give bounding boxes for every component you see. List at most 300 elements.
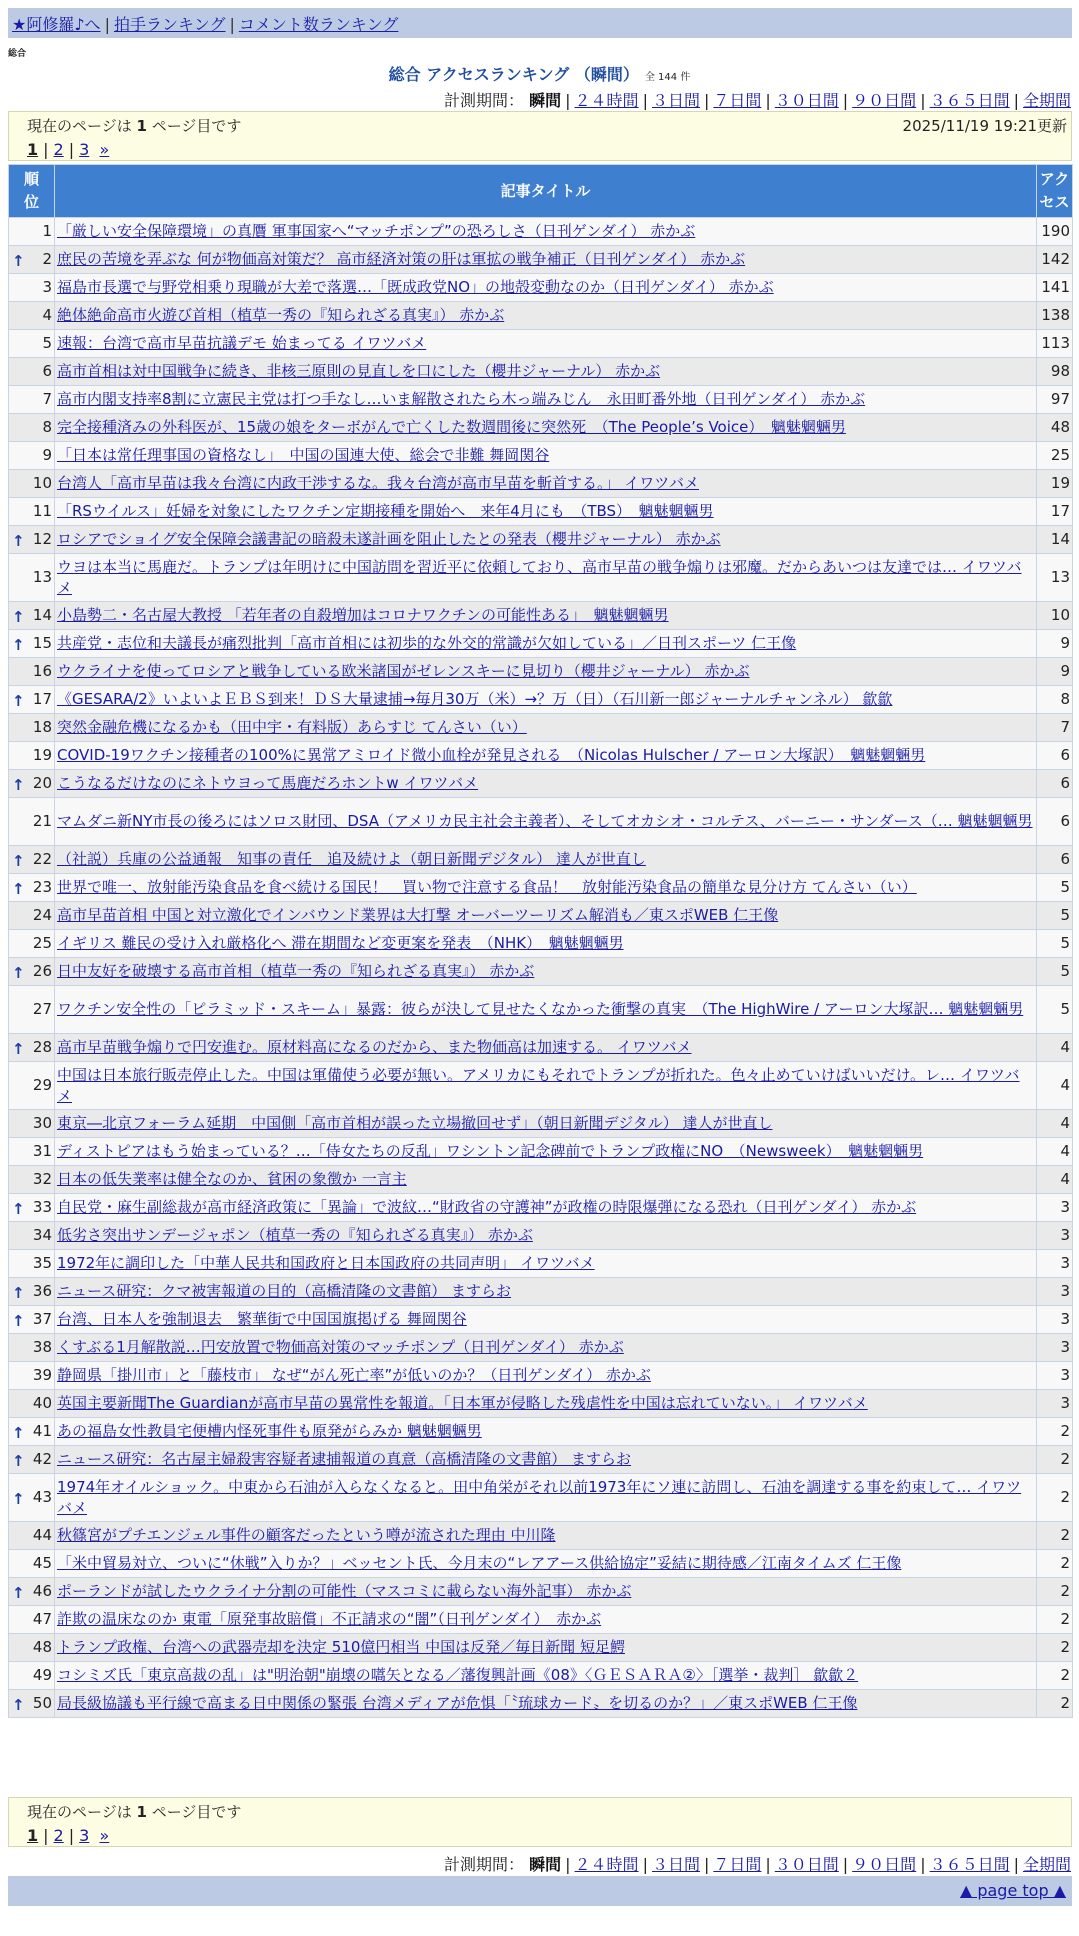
article-link[interactable]: 高市早苗首相 中国と対立激化でインバウンド業界は大打撃 オーバーツーリズム解消も／東スポWEB 仁王像 <box>57 906 779 924</box>
rank-number: 11 <box>32 502 52 520</box>
rank-number: 39 <box>32 1366 52 1384</box>
period-30d[interactable]: ３０日間 <box>774 91 839 110</box>
rank-number: 28 <box>32 1038 52 1056</box>
article-link[interactable]: ポーランドが試したウクライナ分割の可能性（マスコミに載らない海外記事） 赤かぶ <box>57 1582 632 1600</box>
period-90d[interactable]: ９０日間 <box>852 91 917 110</box>
table-row <box>9 1034 1073 1062</box>
title-cell <box>55 630 1037 658</box>
access-count: 9 <box>1037 630 1073 658</box>
rank-cell <box>9 470 55 498</box>
article-link[interactable]: 《GESARA/2》いよいよＥＢＳ到来！ＤＳ大量逮捕→毎月30万（米）→？万（日）（石川新一郎ジャーナルチャンネル） 歙歙 <box>57 690 893 708</box>
rank-cell <box>9 742 55 770</box>
period-24h[interactable]: ２４時間 <box>574 91 639 110</box>
rank-cell <box>9 414 55 442</box>
title-cell <box>55 602 1037 630</box>
rank-cell <box>9 554 55 602</box>
article-link[interactable]: 静岡県「掛川市」と「藤枝市」 なぜ“がん死亡率”が低いのか？（日刊ゲンダイ） 赤かぶ <box>57 1366 651 1384</box>
access-count: 4 <box>1037 1034 1073 1062</box>
rank-cell <box>9 1446 55 1474</box>
period-7d-bottom[interactable]: ７日間 <box>713 1855 762 1874</box>
rank-cell <box>9 442 55 470</box>
rank-cell <box>9 1418 55 1446</box>
article-link[interactable]: 「日本は常任理事国の資格なし」 中国の国連大使、総会で非難 舞岡関谷 <box>57 446 550 464</box>
up-arrow-icon: ↑ <box>12 1695 25 1714</box>
title-cell <box>55 1634 1037 1662</box>
article-link[interactable]: あの福島女性教員宅便槽内怪死事件も原発がらみか 魑魅魍魎男 <box>57 1422 482 1440</box>
title-cell <box>55 1222 1037 1250</box>
rank-cell <box>9 274 55 302</box>
rank-number: 14 <box>32 606 52 624</box>
access-count: 13 <box>1037 554 1073 602</box>
title-cell <box>55 498 1037 526</box>
rank-cell <box>9 1522 55 1550</box>
rank-number: 12 <box>32 530 52 548</box>
rank-cell <box>9 246 55 274</box>
title-cell <box>55 274 1037 302</box>
article-link[interactable]: 1974年オイルショック。中東から石油が入らなくなると。田中角栄がそれ以前1973年にソ連に訪問し、石油を調達する事を約束して… イワツバメ <box>57 1477 1022 1517</box>
article-link[interactable]: ワクチン安全性の「ピラミッド・スキーム」暴露：彼らが決して見せたくなかった衝撃の真実 （The HighWire / アーロン大塚訳… 魑魅魍魎男 <box>57 1000 1024 1018</box>
article-link[interactable]: 小島勢二・名古屋大教授 「若年者の自殺増加はコロナワクチンの可能性ある」 魑魅魍魎男 <box>57 606 669 624</box>
access-count: 2 <box>1037 1418 1073 1446</box>
table-row <box>9 602 1073 630</box>
rank-cell <box>9 846 55 874</box>
table-row <box>9 1362 1073 1390</box>
access-count: 8 <box>1037 686 1073 714</box>
access-count: 48 <box>1037 414 1073 442</box>
title-cell <box>55 442 1037 470</box>
article-link[interactable]: 日中友好を破壊する高市首相（植草一秀の『知られざる真実』） 赤かぶ <box>57 962 535 980</box>
title-cell <box>55 1250 1037 1278</box>
title-cell <box>55 218 1037 246</box>
table-row <box>9 958 1073 986</box>
clap-ranking-link[interactable]: 拍手ランキング <box>113 15 226 34</box>
title-cell <box>55 1062 1037 1110</box>
access-count: 10 <box>1037 602 1073 630</box>
article-link[interactable]: 高市首相は対中国戦争に続き、非核三原則の見直しを口にした（櫻井ジャーナル） 赤かぶ <box>57 362 661 380</box>
table-row <box>9 1166 1073 1194</box>
rank-cell <box>9 986 55 1034</box>
rank-number: 26 <box>32 962 52 980</box>
article-link[interactable]: 世界で唯一、放射能汚染食品を食べ続ける国民！ 買い物で注意する食品！ 放射能汚染食品の簡単な見分け方 てんさい（い） <box>57 878 917 896</box>
table-row <box>9 1110 1073 1138</box>
table-row <box>9 1194 1073 1222</box>
rank-number: 47 <box>32 1610 52 1628</box>
rank-number: 31 <box>32 1142 52 1160</box>
article-link[interactable]: 局長級協議も平行線で高まる日中関係の緊張 台湾メディアが危惧「〝琉球カード〟を切るのか？」／東スポWEB 仁王像 <box>57 1694 858 1712</box>
table-row <box>9 770 1073 798</box>
article-link[interactable]: ウクライナを使ってロシアと戦争している欧米諸国がゼレンスキーに見切り（櫻井ジャーナル） 赤かぶ <box>57 662 750 680</box>
up-arrow-icon: ↑ <box>12 775 25 794</box>
rank-number: 25 <box>32 934 52 952</box>
title-cell <box>55 1334 1037 1362</box>
rank-number: 30 <box>32 1114 52 1132</box>
rank-number: 4 <box>42 306 52 324</box>
up-arrow-icon: ↑ <box>12 1311 25 1330</box>
access-count: 2 <box>1037 1446 1073 1474</box>
rank-number: 2 <box>42 250 52 268</box>
table-row <box>9 1474 1073 1522</box>
page-top-link[interactable]: ▲ page top ▲ <box>959 1881 1066 1900</box>
pagination: 1 | 2 | 3 » <box>27 140 110 159</box>
table-row <box>9 1306 1073 1334</box>
title-cell <box>55 1034 1037 1062</box>
title-cell <box>55 1138 1037 1166</box>
article-link[interactable]: 台湾人「高市早苗は我々台湾に内政干渉するな。我々台湾が高市早苗を斬首する。」 イワツバメ <box>57 474 699 492</box>
title-cell <box>55 874 1037 902</box>
access-count: 98 <box>1037 358 1073 386</box>
rank-number: 45 <box>32 1554 52 1572</box>
rank-number: 23 <box>32 878 52 896</box>
up-arrow-icon: ↑ <box>12 635 25 654</box>
rank-cell <box>9 498 55 526</box>
rank-number: 18 <box>32 718 52 736</box>
article-link[interactable]: ニュース研究：名古屋主婦殺害容疑者逮捕報道の真意（高橋清隆の文書館） ますらお <box>57 1450 632 1468</box>
next-page-link-bottom[interactable]: » <box>99 1826 110 1845</box>
page-2-link[interactable]: 2 <box>53 140 64 159</box>
table-row <box>9 554 1073 602</box>
access-count: 5 <box>1037 986 1073 1034</box>
title-cell <box>55 1390 1037 1418</box>
rank-number: 41 <box>32 1422 52 1440</box>
rank-cell <box>9 386 55 414</box>
period-current-bottom: 瞬間 <box>529 1855 562 1874</box>
title-cell <box>55 1446 1037 1474</box>
title-cell <box>55 1474 1037 1522</box>
title-cell <box>55 1362 1037 1390</box>
rank-number: 21 <box>32 812 52 830</box>
up-arrow-icon: ↑ <box>12 1199 25 1218</box>
title-cell <box>55 526 1037 554</box>
table-row <box>9 358 1073 386</box>
table-row <box>9 1634 1073 1662</box>
table-row <box>9 470 1073 498</box>
table-row <box>9 302 1073 330</box>
access-count: 3 <box>1037 1306 1073 1334</box>
rank-cell <box>9 1474 55 1522</box>
rank-cell <box>9 686 55 714</box>
table-row <box>9 1334 1073 1362</box>
article-link[interactable]: 速報：台湾で高市早苗抗議デモ 始まってる イワツバメ <box>57 334 427 352</box>
rank-cell <box>9 1062 55 1110</box>
rank-cell <box>9 1222 55 1250</box>
rank-number: 33 <box>32 1198 52 1216</box>
access-count: 2 <box>1037 1522 1073 1550</box>
table-row <box>9 498 1073 526</box>
rank-cell <box>9 1138 55 1166</box>
access-count: 2 <box>1037 1606 1073 1634</box>
up-arrow-icon: ↑ <box>12 1583 25 1602</box>
access-count: 141 <box>1037 274 1073 302</box>
article-link[interactable]: （社説）兵庫の公益通報 知事の責任 追及続けよ（朝日新聞デジタル） 達人が世直し <box>57 850 646 868</box>
rank-cell <box>9 1606 55 1634</box>
access-count: 7 <box>1037 714 1073 742</box>
up-arrow-icon: ↑ <box>12 1489 25 1508</box>
article-link[interactable]: 中国は日本旅行販売停止した。中国は軍備使う必要が無い。アメリカにもそれでトランプが折れた。色々止めていけばいいだけ。レ… イワツバメ <box>57 1065 1020 1105</box>
rank-number: 43 <box>32 1488 52 1506</box>
article-link[interactable]: 台湾、日本人を強制退去 繁華街で中国国旗掲げる 舞岡関谷 <box>57 1310 467 1328</box>
title-cell <box>55 798 1037 846</box>
rank-cell <box>9 1578 55 1606</box>
up-arrow-icon: ↑ <box>12 1283 25 1302</box>
next-page-link[interactable]: » <box>99 140 110 159</box>
access-count: 4 <box>1037 1166 1073 1194</box>
rank-cell <box>9 302 55 330</box>
access-count: 3 <box>1037 1278 1073 1306</box>
table-row <box>9 1062 1073 1110</box>
access-count: 190 <box>1037 218 1073 246</box>
access-count: 3 <box>1037 1334 1073 1362</box>
title-cell <box>55 470 1037 498</box>
access-count: 3 <box>1037 1362 1073 1390</box>
up-arrow-icon: ↑ <box>12 251 25 270</box>
rank-cell <box>9 958 55 986</box>
rank-cell <box>9 1034 55 1062</box>
rank-cell <box>9 330 55 358</box>
rank-number: 42 <box>32 1450 52 1468</box>
rank-number: 7 <box>42 390 52 408</box>
ranking-table <box>8 164 1073 1718</box>
access-count: 4 <box>1037 1138 1073 1166</box>
rank-cell <box>9 1550 55 1578</box>
ranking-rows <box>9 218 1073 1718</box>
rank-cell <box>9 1250 55 1278</box>
article-link[interactable]: 東京―北京フォーラム延期 中国側「高市首相が誤った立場撤回せず」（朝日新聞デジタル） 達人が世直し <box>57 1114 773 1132</box>
title-cell <box>55 714 1037 742</box>
table-row <box>9 1550 1073 1578</box>
access-count: 2 <box>1037 1662 1073 1690</box>
page-current-bottom: 1 <box>27 1826 39 1845</box>
rank-cell <box>9 770 55 798</box>
page-info-bottom <box>8 1797 1072 1847</box>
rank-number: 13 <box>32 568 52 586</box>
up-arrow-icon: ↑ <box>12 607 25 626</box>
article-link[interactable]: コシミズ氏「東京高裁の乱」は"明治朝"崩壊の嚆矢となる／藩復興計画《08》〈ＧＥＳＡＲＡ②〉［選挙・裁判］ 歙歙２ <box>57 1666 859 1684</box>
period-3d[interactable]: ３日間 <box>651 91 700 110</box>
up-arrow-icon: ↑ <box>12 1423 25 1442</box>
title-cell <box>55 330 1037 358</box>
period-30d-bottom[interactable]: ３０日間 <box>774 1855 839 1874</box>
page-2-link-bottom[interactable]: 2 <box>53 1826 64 1845</box>
access-count: 2 <box>1037 1550 1073 1578</box>
page-info-top <box>8 111 1072 161</box>
rank-cell <box>9 1690 55 1718</box>
table-row <box>9 714 1073 742</box>
period-365d-bottom[interactable]: ３６５日間 <box>929 1855 1010 1874</box>
up-arrow-icon: ↑ <box>12 851 25 870</box>
rank-number: 6 <box>42 362 52 380</box>
article-link[interactable]: イギリス 難民の受け入れ厳格化へ 滞在期間など変更案を発表 （NHK） 魑魅魍魎男 <box>57 934 624 952</box>
rank-cell <box>9 630 55 658</box>
current-page-text: 現在のページは 1 ページ目です <box>27 117 242 135</box>
article-link[interactable]: ウヨは本当に馬鹿だ。トランプは年明けに中国訪問を習近平に依頼しており、高市早苗の戦争煽りは邪魔。だからあいつは友達では… イワツバメ <box>57 557 1022 597</box>
title-cell <box>55 246 1037 274</box>
header-title: 記事タイトル <box>55 165 1037 218</box>
period-selector-bottom: 計測期間： 瞬間 | ２４時間 | ３日間 | ７日間 | ３０日間 | ９０日間 | ３６５日間 | 全期間 <box>444 1855 1071 1874</box>
header-access: アクセス <box>1037 165 1073 218</box>
access-count: 2 <box>1037 1474 1073 1522</box>
article-link[interactable]: 英国主要新聞The Guardianが高市早苗の異常性を報道。「日本軍が侵略した残虐性を中国は忘れていない。」 イワツバメ <box>57 1394 868 1412</box>
article-link[interactable]: 高市内閣支持率8割に立憲民主党は打つ手なし…いま解散されたら木っ端みじん 永田町番外地（日刊ゲンダイ） 赤かぶ <box>57 390 866 408</box>
article-link[interactable]: 福島市長選で与野党相乗り現職が大差で落選…「既成政党NO」の地殻変動なのか（日刊ゲンダイ） 赤かぶ <box>57 278 774 296</box>
title-cell <box>55 1522 1037 1550</box>
page-current: 1 <box>27 140 39 159</box>
page-3-link[interactable]: 3 <box>79 140 90 159</box>
table-row <box>9 1606 1073 1634</box>
rank-number: 1 <box>42 222 52 240</box>
access-count: 4 <box>1037 1062 1073 1110</box>
article-link[interactable]: 「米中貿易対立、ついに“休戦”入りか？」ベッセント氏、今月末の“レアアース供給協定”妥結に期待感／江南タイムズ 仁王像 <box>57 1554 902 1572</box>
article-link[interactable]: くすぶる1月解散説…円安放置で物価高対策のマッチポンプ（日刊ゲンダイ） 赤かぶ <box>57 1338 624 1356</box>
access-count: 3 <box>1037 1250 1073 1278</box>
rank-cell <box>9 798 55 846</box>
article-link[interactable]: 日本の低失業率は健全なのか、貧困の象徴か 一言主 <box>57 1170 407 1188</box>
article-link[interactable]: マムダニ新NY市長の後ろにはソロス財団、DSA（アメリカ民主社会主義者）、そしてオカシオ・コルテス、バーニー・サンダース（… 魑魅魍魎男 <box>57 812 1033 830</box>
table-row <box>9 742 1073 770</box>
rank-number: 35 <box>32 1254 52 1272</box>
table-row <box>9 686 1073 714</box>
article-link[interactable]: 「RSウイルス」妊婦を対象にしたワクチン定期接種を開始へ 来年4月にも （TBS） 魑魅魍魎男 <box>57 502 714 520</box>
period-selector-top: 計測期間： 瞬間 | ２４時間 | ３日間 | ７日間 | ３０日間 | ９０日間 | ３６５日間 | 全期間 <box>444 91 1071 110</box>
title-cell <box>55 902 1037 930</box>
rank-number: 50 <box>32 1694 52 1712</box>
rank-cell <box>9 1194 55 1222</box>
title-cell <box>55 302 1037 330</box>
title-cell <box>55 386 1037 414</box>
rank-cell <box>9 602 55 630</box>
rank-number: 10 <box>32 474 52 492</box>
up-arrow-icon: ↑ <box>12 1451 25 1470</box>
rank-number: 9 <box>42 446 52 464</box>
table-row <box>9 1446 1073 1474</box>
current-page-text-bottom: 現在のページは 1 ページ目です <box>27 1803 242 1821</box>
top-nav-bar: ★阿修羅♪へ | 拍手ランキング | コメント数ランキング <box>8 8 1072 38</box>
article-link[interactable]: 庶民の苦境を弄ぶな 何が物価高対策だ？ 高市経済対策の肝は軍拡の戦争補正（日刊ゲンダイ） 赤かぶ <box>57 250 746 268</box>
article-link[interactable]: 突然金融危機になるかも（田中宇・有料版）あらすじ てんさい（い） <box>57 718 527 736</box>
period-3d-bottom[interactable]: ３日間 <box>651 1855 700 1874</box>
up-arrow-icon: ↑ <box>12 691 25 710</box>
article-link[interactable]: 秋篠宮がプチエンジェル事件の顧客だったという噂が流された理由 中川隆 <box>57 1526 556 1544</box>
table-row <box>9 1662 1073 1690</box>
access-count: 6 <box>1037 798 1073 846</box>
period-90d-bottom[interactable]: ９０日間 <box>852 1855 917 1874</box>
rank-number: 27 <box>32 1000 52 1018</box>
access-count: 142 <box>1037 246 1073 274</box>
comment-ranking-link[interactable]: コメント数ランキング <box>238 15 399 34</box>
article-link[interactable]: ディストピアはもう始まっている？…「侍女たちの反乱」ワシントン記念碑前でトランプ政権にNO （Newsweek） 魑魅魍魎男 <box>57 1142 924 1160</box>
updated-time: 2025/11/19 19:21更新 <box>902 117 1067 135</box>
title-cell <box>55 986 1037 1034</box>
article-link[interactable]: 高市早苗戦争煽りで円安進む。原材料高になるのだから、また物価高は加速する。 イワツバメ <box>57 1038 692 1056</box>
rank-number: 3 <box>42 278 52 296</box>
title-cell <box>55 358 1037 386</box>
rank-number: 19 <box>32 746 52 764</box>
table-row <box>9 218 1073 246</box>
title-cell <box>55 1690 1037 1718</box>
rank-number: 37 <box>32 1310 52 1328</box>
section-label: 総合 <box>8 49 27 59</box>
access-count: 2 <box>1037 1690 1073 1718</box>
rank-cell <box>9 1634 55 1662</box>
page-3-link-bottom[interactable]: 3 <box>79 1826 90 1845</box>
article-link[interactable]: 共産党・志位和夫議長が痛烈批判「高市首相には初歩的な外交的常識が欠如している」／日刊スポーツ 仁王像 <box>57 634 797 652</box>
rank-cell <box>9 1110 55 1138</box>
rank-number: 46 <box>32 1582 52 1600</box>
article-link[interactable]: こうなるだけなのにネトウヨって馬鹿だろホントw イワツバメ <box>57 774 479 792</box>
article-link[interactable]: 完全接種済みの外科医が、15歳の娘をターボがんで亡くした数週間後に突然死 （The People’s Voice） 魑魅魍魎男 <box>57 418 846 436</box>
table-row <box>9 1138 1073 1166</box>
period-24h-bottom[interactable]: ２４時間 <box>574 1855 639 1874</box>
rank-cell <box>9 1390 55 1418</box>
table-row <box>9 1278 1073 1306</box>
article-link[interactable]: 自民党・麻生副総裁が高市経済政策に「異論」で波紋…“財政省の守護神”が政権の時限爆弾になる恐れ（日刊ゲンダイ） 赤かぶ <box>57 1198 917 1216</box>
rank-number: 20 <box>32 774 52 792</box>
table-row <box>9 986 1073 1034</box>
title-cell <box>55 1606 1037 1634</box>
access-count: 14 <box>1037 526 1073 554</box>
rank-cell <box>9 930 55 958</box>
rank-number: 38 <box>32 1338 52 1356</box>
period-365d[interactable]: ３６５日間 <box>929 91 1010 110</box>
page-title <box>0 62 1079 85</box>
rank-cell <box>9 218 55 246</box>
up-arrow-icon: ↑ <box>12 963 25 982</box>
table-row <box>9 1578 1073 1606</box>
rank-number: 36 <box>32 1282 52 1300</box>
access-count: 4 <box>1037 1110 1073 1138</box>
article-link[interactable]: 絶体絶命高市火遊び首相（植草一秀の『知られざる真実』） 赤かぶ <box>57 306 505 324</box>
article-link[interactable]: 「厳しい安全保障環境」の真贋 軍事国家へ“マッチポンプ”の恐ろしさ（日刊ゲンダイ） 赤かぶ <box>57 222 696 240</box>
rank-number: 34 <box>32 1226 52 1244</box>
title-cell <box>55 742 1037 770</box>
title-cell <box>55 686 1037 714</box>
access-count: 5 <box>1037 902 1073 930</box>
title-cell <box>55 1110 1037 1138</box>
article-link[interactable]: COVID-19ワクチン接種者の100%に異常アミロイド微小血栓が発見される （Nicolas Hulscher / アーロン大塚訳） 魑魅魍魎男 <box>57 746 926 764</box>
article-link[interactable]: トランプ政権、台湾への武器売却を決定 510億円相当 中国は反発／毎日新聞 短足鰐 <box>57 1638 625 1656</box>
rank-number: 15 <box>32 634 52 652</box>
period-all[interactable]: 全期間 <box>1022 91 1071 110</box>
table-row <box>9 874 1073 902</box>
home-link[interactable]: ★阿修羅♪へ <box>12 15 101 34</box>
rank-cell <box>9 1278 55 1306</box>
article-link[interactable]: ロシアでショイグ安全保障会議書記の暗殺未遂計画を阻止したとの発表（櫻井ジャーナル） 赤かぶ <box>57 530 721 548</box>
table-row <box>9 330 1073 358</box>
rank-cell <box>9 874 55 902</box>
rank-number: 17 <box>32 690 52 708</box>
table-row <box>9 274 1073 302</box>
access-count: 5 <box>1037 930 1073 958</box>
period-7d[interactable]: ７日間 <box>713 91 762 110</box>
table-row <box>9 1522 1073 1550</box>
access-count: 19 <box>1037 470 1073 498</box>
period-all-bottom[interactable]: 全期間 <box>1022 1855 1071 1874</box>
rank-number: 24 <box>32 906 52 924</box>
access-count: 113 <box>1037 330 1073 358</box>
rank-cell <box>9 1662 55 1690</box>
article-link[interactable]: 詐欺の温床なのか 東電「原発事故賠償」不正請求の“闇”（日刊ゲンダイ） 赤かぶ <box>57 1610 602 1628</box>
article-link[interactable]: ニュース研究：クマ被害報道の目的（高橋清隆の文書館） ますらお <box>57 1282 512 1300</box>
up-arrow-icon: ↑ <box>12 1039 25 1058</box>
rank-number: 49 <box>32 1666 52 1684</box>
title-cell <box>55 1550 1037 1578</box>
header-rank: 順位 <box>9 165 55 218</box>
access-count: 3 <box>1037 1194 1073 1222</box>
article-link[interactable]: 低劣さ突出サンデージャポン（植草一秀の『知られざる真実』） 赤かぶ <box>57 1226 533 1244</box>
article-link[interactable]: 1972年に調印した「中華人民共和国政府と日本国政府の共同声明」 イワツバメ <box>57 1254 595 1272</box>
table-row <box>9 526 1073 554</box>
title-cell <box>55 958 1037 986</box>
title-cell <box>55 846 1037 874</box>
